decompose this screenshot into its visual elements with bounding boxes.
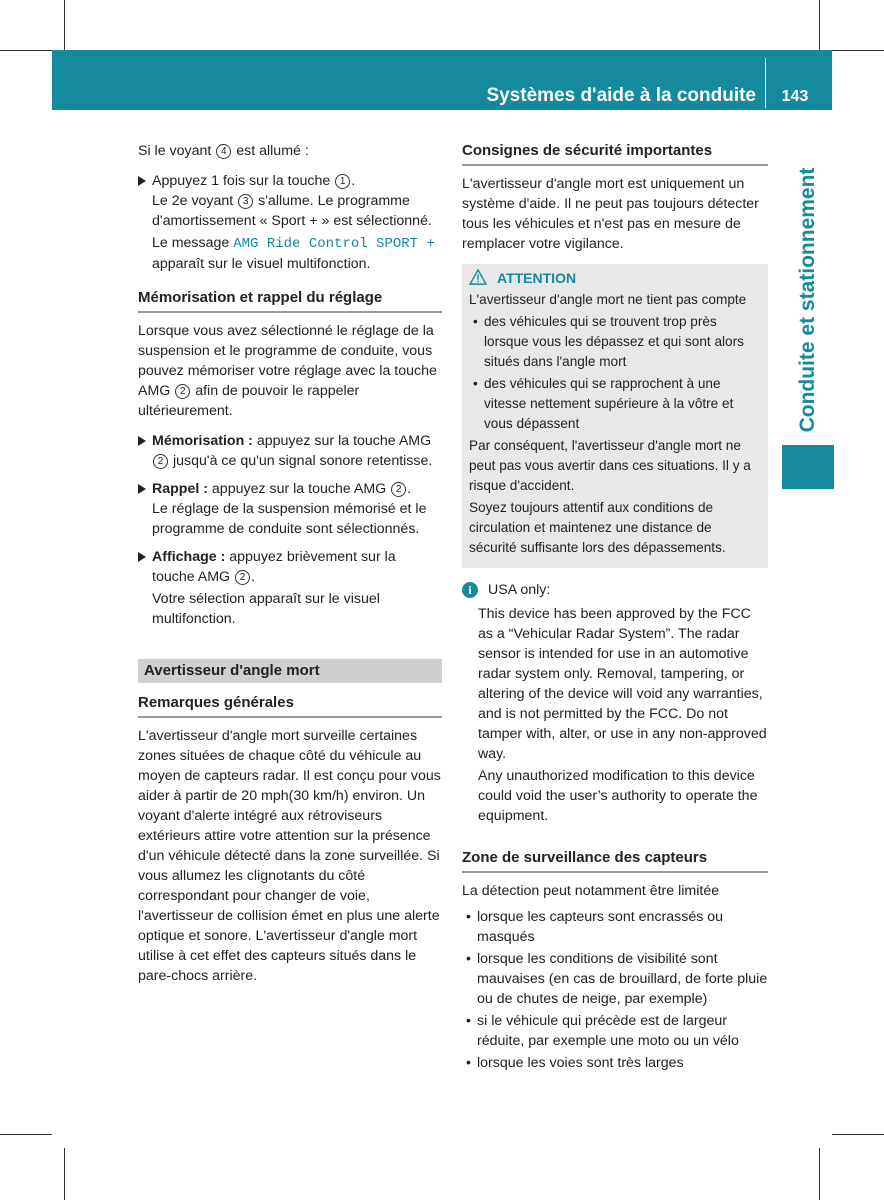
callout-2: 2 <box>175 384 190 399</box>
right-column: Consignes de sécurité importantes L'avertisseur d'angle mort est uniquement un système d'aide. Il ne peut pas toujours détecter tous les véhicules et n'est pas en mesure de remplacer votre vigilance. ATTENTION L'avertisseur d'angle mort ne tient pas compte • des véhicules qui se trouvent trop près lorsque vous les dépassez et qui sont alors situés dans l'angle mort • des véhicules qui se rapprochent à une vitesse nettement supérieure à la vôtre et vous dépassent Par conséquent, l'avertisseur d'angle mort ne peut pas vous avertir dans ces situations. Il y a risque d'accident. Soyez toujours attentif aux conditions de circulation et maintenez une distance de sécurité suffisante lors des dépassements. i USA only: This device has been approved by the FCC as a “Vehicular Radar System”. The radar sensor is intended for use in an automotive radar system only. Removal, tampering, or altering of the device will void any warranties, and is not permitted by the FCC. Do not tamper with, alter, or use in any non-approved way. Any unauthorized modification to this device could void the user’s authority to operate the equipment. Zone de surveillance des capteurs La détection peut notamment être limitée • lorsque les capteurs sont encrassés ou masqués • lorsque les conditions de visibilité sont mauvaises (en cas de brouillard, de forte pluie ou de chutes de neige, par exemple) • si le véhicule qui précède est de largeur réduite, par exemple une moto ou un vélo • lorsque les voies sont très larges <box>462 141 768 1075</box>
callout-3: 3 <box>238 194 253 209</box>
heading-zone: Zone de surveillance des capteurs <box>462 848 768 873</box>
callout-2: 2 <box>153 454 168 469</box>
heading-consignes: Consignes de sécurité importantes <box>462 141 768 166</box>
display-message: AMG Ride Control SPORT + <box>233 236 435 252</box>
list-item: • si le véhicule qui précède est de largeur réduite, par exemple une moto ou un vélo <box>462 1011 768 1051</box>
page-title: Systèmes d'aide à la conduite <box>486 85 756 106</box>
consignes-paragraph: L'avertisseur d'angle mort est uniquement un système d'aide. Il ne peut pas toujours détecter tous les véhicules et n'est pas en mesure de remplacer votre vigilance. <box>462 176 759 252</box>
heading-memorisation: Mémorisation et rappel du réglage <box>138 288 442 313</box>
step-arrow-icon <box>138 436 146 446</box>
step-rappel: Rappel : appuyez sur la touche AMG 2 . Le réglage de la suspension mémorisé et le programme de conduite sont sélectionnés. <box>138 479 442 539</box>
remarques-paragraph: L'avertisseur d'angle mort surveille certaines zones situées de chaque côté du véhicule au moyen de capteurs radar. Il est conçu pour vous aider à partir de 20 mph(30 km/h) environ. Un voyant d'alerte intégré aux rétroviseurs extérieurs attire votre attention sur la présence d'un véhicule détecté dans la zone surveillée. Si vous allumez les clignotants du côté correspondant pour changer de voie, l'avertisseur de collision émet en plus une alerte optique et sonore. L'avertisseur d'angle mort utilise à cet effet des capteurs situés dans le pare-chocs arrière. <box>138 728 441 984</box>
list-item: • lorsque les voies sont très larges <box>462 1053 768 1073</box>
warning-triangle-icon <box>469 269 487 285</box>
crop-mark <box>64 1148 65 1200</box>
attention-box: ATTENTION L'avertisseur d'angle mort ne tient pas compte • des véhicules qui se trouvent trop près lorsque vous les dépassez et qui sont alors situés dans l'angle mort • des véhicules qui se rapprochent à une vitesse nettement supérieure à la vôtre et vous dépassent Par conséquent, l'avertisseur d'angle mort ne peut pas vous avertir dans ces situations. Il y a risque d'accident. Soyez toujours attentif aux conditions de circulation et maintenez une distance de sécurité suffisante lors des dépassements. <box>462 264 768 568</box>
step-memorisation: Mémorisation : appuyez sur la touche AMG 2 jusqu'à ce qu'un signal sonore retentisse. <box>138 431 442 471</box>
list-item: • lorsque les capteurs sont encrassés ou masqués <box>462 907 768 947</box>
heading-remarques: Remarques générales <box>138 693 442 718</box>
memo-paragraph: Lorsque vous avez sélectionné le réglage de la suspension et le programme de conduite, vous pouvez mémoriser votre réglage avec la touche AMG 2 afin de pouvoir le rappeler ultérieurement. <box>138 323 437 419</box>
callout-1: 1 <box>335 174 350 189</box>
page-number: 143 <box>781 88 809 105</box>
crop-mark <box>0 50 52 51</box>
crop-mark <box>832 1134 884 1135</box>
callout-4: 4 <box>216 144 231 159</box>
callout-2: 2 <box>391 482 406 497</box>
side-chapter-label: Conduite et stationnement <box>796 167 819 433</box>
info-note: i USA only: This device has been approved by the FCC as a “Vehicular Radar System”. The radar sensor is intended for use in an automotive radar system only. Removal, tampering, or altering of the device will void any warranties, and is not permitted by the FCC. Do not tamper with, alter, or use in any non-approved way. Any unauthorized modification to this device could void the user’s authority to operate the equipment. <box>462 580 768 826</box>
side-chapter-tab <box>782 445 834 489</box>
crop-mark <box>819 1148 820 1200</box>
step-arrow-icon <box>138 552 146 562</box>
step-arrow-icon <box>138 484 146 494</box>
info-icon: i <box>462 582 478 598</box>
list-item: • lorsque les conditions de visibilité sont mauvaises (en cas de brouillard, de forte pluie ou de chutes de neige, par exemple) <box>462 949 768 1009</box>
crop-mark <box>832 50 884 51</box>
section-title: Avertisseur d'angle mort <box>138 659 442 683</box>
step-appuyez: Appuyez 1 fois sur la touche 1 . Le 2e voyant 3 s'allume. Le programme d'amortissement « Sport + » est sélectionné. Le message AMG Ride Control SPORT + apparaît sur le visuel multifonction. <box>138 171 442 274</box>
crop-mark <box>0 1134 52 1135</box>
step-affichage: Affichage : appuyez brièvement sur la touche AMG 2 . Votre sélection apparaît sur le visuel multifonction. <box>138 547 442 629</box>
left-column <box>138 141 442 992</box>
header-divider <box>765 58 766 108</box>
list-item: • des véhicules qui se rapprochent à une vitesse nettement supérieure à la vôtre et vous dépassent <box>469 374 760 434</box>
step-arrow-icon <box>138 176 146 186</box>
attention-label: ATTENTION <box>497 270 577 286</box>
crop-mark <box>819 0 820 50</box>
list-item: • des véhicules qui se trouvent trop près lorsque vous les dépassez et qui sont alors situés dans l'angle mort <box>469 312 760 372</box>
callout-2: 2 <box>235 570 250 585</box>
crop-mark <box>64 0 65 50</box>
intro-line: Si le voyant 4 est allumé : <box>138 143 309 159</box>
